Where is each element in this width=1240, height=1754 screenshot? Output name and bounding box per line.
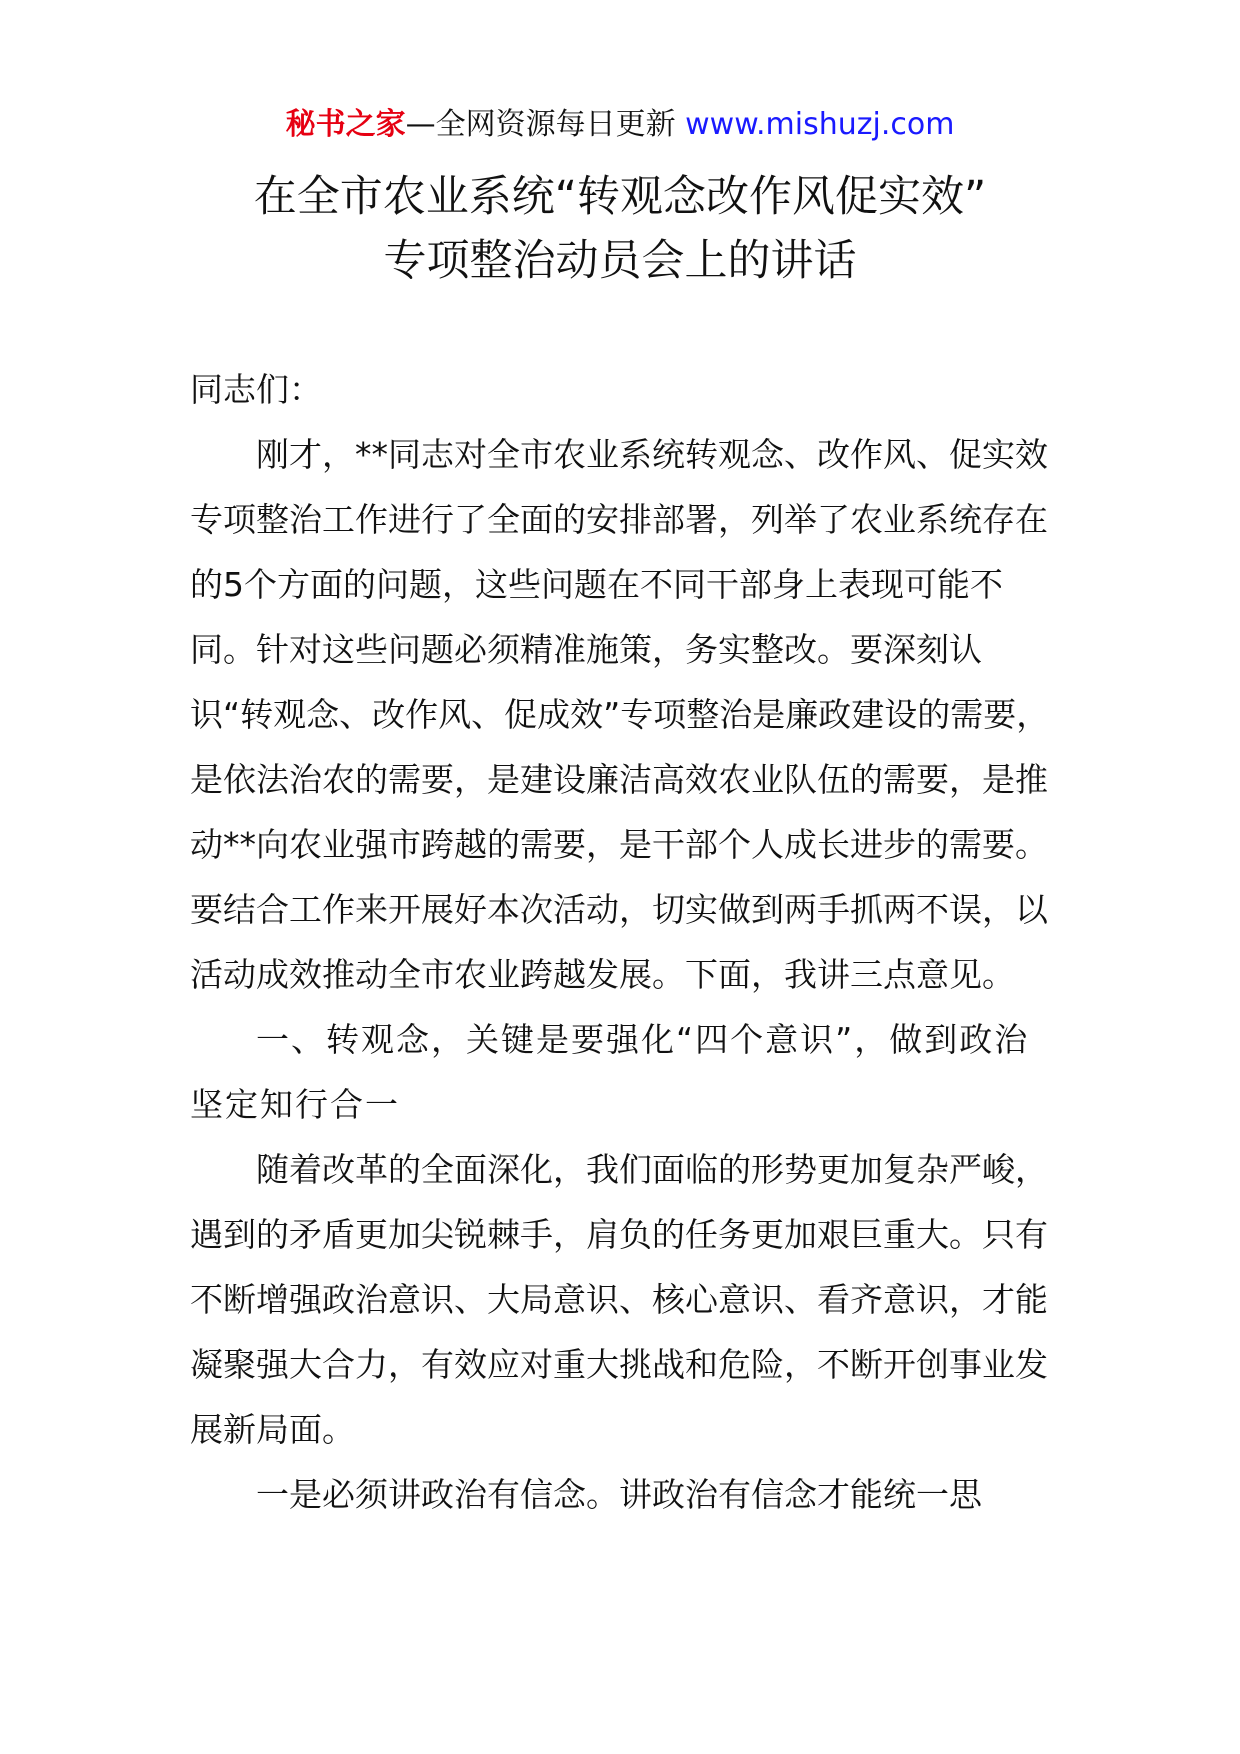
site-header <box>0 100 1240 150</box>
salutation: 同志们： <box>190 370 322 409</box>
paragraph-context: 随着改革的全面深化，我们面临的形势更加复杂严峻，遇到的矛盾更加尖锐棘手，肩负的任务更加艰巨重大。只有不断增强政治意识、大局意识、核心意识、看齐意识，才能凝聚强大合力，有效应对重大挑战和危险，不断开创事业发展新局面。 <box>190 1150 1048 1449</box>
brand-name: 秘书之家 <box>285 107 406 142</box>
document-title <box>0 165 1240 293</box>
paragraph-point-1: 一是必须讲政治有信念。讲政治有信念才能统一思 <box>256 1475 982 1514</box>
document-body <box>190 357 1060 1527</box>
section-heading-1: 一、转观念，关键是要强化“四个意识”，做到政治坚定知行合一 <box>190 1020 1030 1124</box>
title-line-2: 专项整治动员会上的讲话 <box>383 236 857 286</box>
header-slogan: —全网资源每日更新 <box>405 107 686 142</box>
paragraph-intro: 刚才，**同志对全市农业系统转观念、改作风、促实效专项整治工作进行了全面的安排部署，列举了农业系统存在的5个方面的问题，这些问题在不同干部身上表现可能不同。针对这些问题必须精准施策，务实整改。要深刻认识“转观念、改作风、促成效”专项整治是廉政建设的需要，是依法治农的需要，是建设廉洁高效农业队伍的需要，是推动**向农业强市跨越的需要，是干部个人成长进步的需要。要结合工作来开展好本次活动，切实做到两手抓两不误，以活动成效推动全市农业跨越发展。下面，我讲三点意见。 <box>190 435 1050 994</box>
title-line-1: 在全市农业系统“转观念改作风促实效” <box>253 172 987 222</box>
site-url-link[interactable]: www.mishuzj.com <box>685 107 955 142</box>
